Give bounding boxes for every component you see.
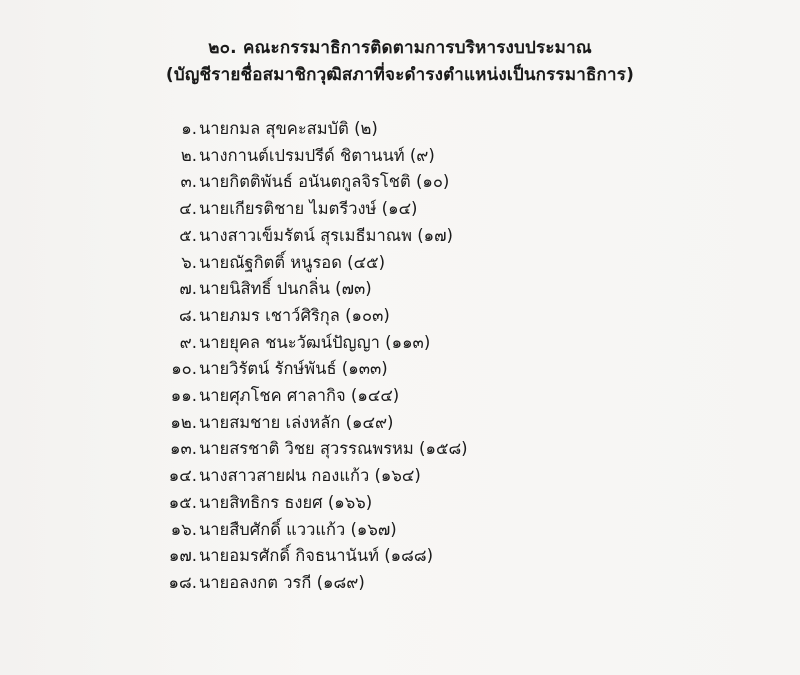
member-name: นางกานต์เปรมปรีด์ ชิตานนท์ (๙): [199, 145, 435, 165]
member-number: ๑๐.: [171, 359, 197, 379]
member-list-item: [0, 543, 800, 569]
member-number: ๙.: [179, 332, 197, 352]
member-number: ๑.: [181, 119, 197, 138]
member-number: ๔.: [179, 199, 197, 219]
member-list-item: [0, 356, 800, 382]
member-name: นายกมล สุขคะสมบัติ (๒): [199, 119, 378, 138]
member-name: นายสิทธิกร ธงยศ (๑๖๖): [199, 492, 373, 512]
member-list-item: [0, 517, 800, 543]
member-list-item: [0, 223, 800, 249]
member-list-item: [0, 383, 800, 409]
member-list-item: [0, 143, 800, 169]
member-number: ๓.: [180, 172, 197, 192]
member-name: นายอลงกต วรกี (๑๘๙): [199, 572, 365, 592]
member-list-item: [0, 276, 800, 302]
member-name: นายสืบศักดิ์ แววแก้ว (๑๖๗): [199, 519, 397, 539]
member-name: นางสาวสายฝน กองแก้ว (๑๖๔): [199, 466, 421, 486]
document-subtitle: (บัญชีรายชื่อสมาชิกวุฒิสภาที่จะดำรงตำแหน่งเป็นกรรมาธิการ): [165, 65, 635, 85]
member-name: นายนิสิทธิ์ ปนกลิ่น (๗๓): [199, 279, 372, 299]
member-list-item: [0, 436, 800, 462]
member-number: ๑๒.: [170, 412, 197, 432]
member-number: ๑๘.: [168, 572, 197, 592]
member-name: นายสรชาติ วิชย สุวรรณพรหม (๑๕๘): [199, 439, 468, 459]
member-number: ๖.: [181, 252, 197, 272]
member-name: นายณัฐกิตติ์ หนูรอด (๔๕): [199, 252, 386, 272]
member-number: ๕.: [179, 225, 197, 245]
member-number: ๘.: [179, 305, 197, 325]
member-number: ๑๕.: [168, 492, 197, 512]
member-name: นายอมรศักดิ์ กิจธนานันท์ (๑๘๘): [199, 546, 434, 566]
member-name: นายยุคล ชนะวัฒน์ปัญญา (๑๑๓): [199, 332, 431, 352]
member-number: ๑๖.: [170, 519, 197, 539]
member-list-item: [0, 196, 800, 222]
member-number: ๑๓.: [170, 439, 197, 459]
member-name: นายเกียรติชาย ไมตรีวงษ์ (๑๔): [199, 199, 418, 219]
member-name: นายวิรัตน์ รักษ์พันธ์ (๑๓๓): [199, 359, 388, 379]
member-number: ๑๗.: [168, 546, 197, 566]
member-list-item: [0, 410, 800, 436]
member-number: ๑๑.: [170, 386, 197, 405]
member-name: นางสาวเข็มรัตน์ สุรเมธีมาณพ (๑๗): [199, 225, 453, 245]
member-list-item: [0, 570, 800, 596]
member-name: นายภมร เชาว์ศิริกุล (๑๐๓): [199, 305, 390, 325]
member-list-item: [0, 169, 800, 195]
member-list-item: [0, 463, 800, 489]
member-name: นายศุภโชค ศาลากิจ (๑๔๔): [199, 386, 400, 405]
member-number: ๒.: [180, 145, 197, 165]
member-number: ๑๔.: [168, 466, 197, 486]
member-list-item: [0, 303, 800, 329]
member-list-item: [0, 250, 800, 276]
member-name: นายสมชาย เล่งหลัก (๑๔๙): [199, 412, 394, 432]
member-list-item: [0, 330, 800, 356]
member-name: นายกิตติพันธ์ อนันตกูลจิรโชติ (๑๐): [199, 172, 450, 192]
member-list-item: [0, 490, 800, 516]
document-title: ๒๐. คณะกรรมาธิการติดตามการบริหารงบประมาณ: [208, 38, 592, 58]
member-number: ๗.: [179, 279, 197, 299]
member-list-item: [0, 116, 800, 142]
